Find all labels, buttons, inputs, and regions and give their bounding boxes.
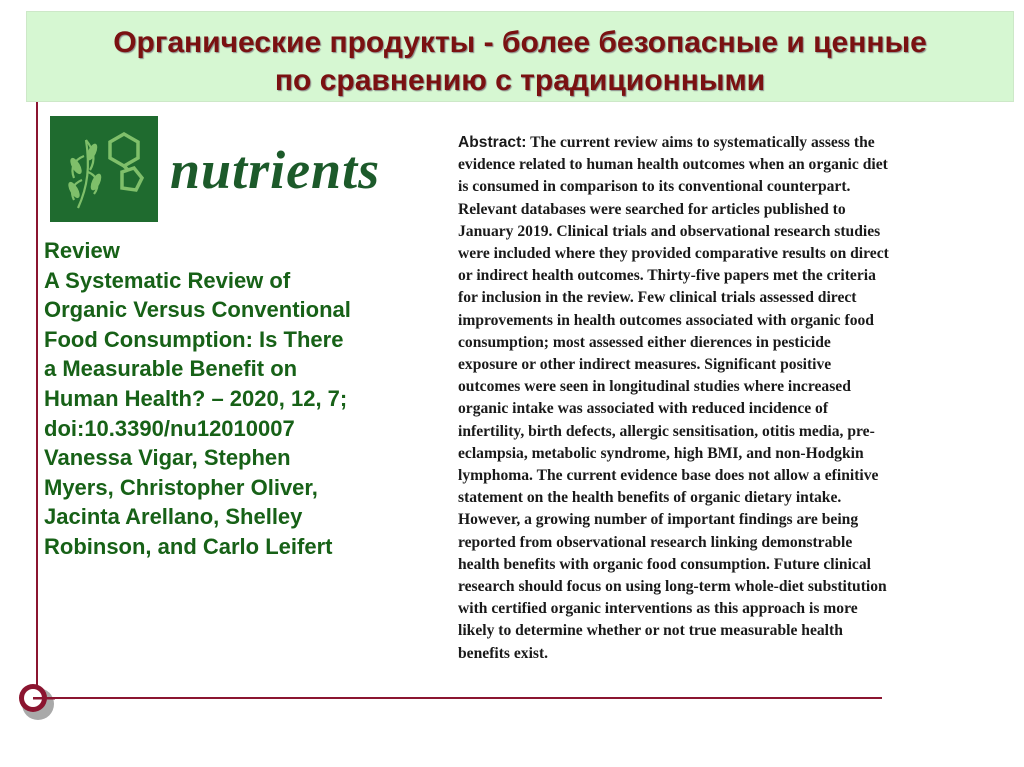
article-citation — [44, 236, 434, 562]
journal-logo — [50, 116, 158, 222]
abstract-line: reported from observational research linking demonstrable — [458, 533, 853, 551]
abstract-line: outcomes were seen in longitudinal studies where increased — [458, 378, 851, 396]
abstract-line: for inclusion in the review. Few clinical trials assessed direct — [458, 289, 857, 307]
abstract-line: organic intake was associated with reduced incidence of — [458, 400, 829, 418]
abstract-line: improvements in health outcomes associated with organic food — [458, 311, 874, 329]
abstract-label: Abstract: — [458, 134, 527, 151]
corner-circle-decoration-icon — [16, 682, 56, 722]
horizontal-accent-line — [36, 697, 882, 699]
abstract-line: likely to determine whether or not true measurable health — [458, 622, 843, 640]
abstract-line: lymphoma. The current evidence base does not allow a efinitive — [458, 467, 879, 485]
abstract-line: consumption; most assessed either dierences in pesticide — [458, 333, 831, 351]
article-line: Vanessa Vigar, Stephen — [44, 445, 291, 471]
abstract-line: infertility, birth defects, allergic sensitisation, otitis media, pre- — [458, 422, 875, 440]
title-banner — [26, 11, 1014, 102]
slide-title — [27, 12, 1013, 100]
article-line: doi:10.3390/nu12010007 — [44, 415, 295, 441]
abstract-first-line: The current review aims to systematically assess the — [526, 134, 875, 151]
abstract-line: benefits exist. — [458, 644, 549, 662]
abstract-line — [458, 132, 978, 154]
abstract-line: eclampsia, metabolic syndrome, high BMI, and non-Hodgkin — [458, 444, 864, 462]
abstract-line: January 2019. Clinical trials and observational research studies — [458, 222, 881, 240]
abstract-block — [458, 132, 978, 665]
abstract-line: research should focus on using long-term whole-diet substitution — [458, 578, 887, 596]
article-line: a Measurable Benefit on — [44, 356, 298, 382]
journal-name: nutrients — [170, 140, 381, 200]
wheat-hexagon-logo-icon — [50, 116, 158, 222]
abstract-line: were included where they provided comparative results on direct — [458, 245, 889, 263]
slide-title-line-1: Органические продукты - более безопасные и ценные — [113, 26, 927, 59]
article-line: A Systematic Review of — [44, 267, 291, 293]
abstract-line: Relevant databases were searched for articles published to — [458, 200, 846, 218]
abstract-line: health benefits with organic food consumption. Future clinical — [458, 555, 871, 573]
article-line: Myers, Christopher Oliver, — [44, 474, 318, 500]
article-line: Organic Versus Conventional — [44, 297, 351, 323]
abstract-line: or indirect health outcomes. Thirty-five papers met the criteria — [458, 267, 876, 285]
abstract-line: is consumed in comparison to its conventional counterpart. — [458, 178, 851, 196]
slide-title-line-2: по сравнению с традиционными — [274, 64, 766, 97]
abstract-line: with certified organic interventions as this approach is more — [458, 600, 858, 618]
abstract-line: statement on the health benefits of organic dietary intake. — [458, 489, 842, 507]
abstract-line: However, a growing number of important findings are being — [458, 511, 859, 529]
article-line: Human Health? – 2020, 12, 7; — [44, 385, 348, 411]
article-line: Robinson, and Carlo Leifert — [44, 533, 333, 559]
abstract-body — [458, 154, 978, 665]
article-line: Review — [44, 238, 120, 263]
vertical-accent-line — [36, 102, 38, 685]
article-line: Food Consumption: Is There — [44, 326, 344, 352]
article-line: Jacinta Arellano, Shelley — [44, 504, 303, 530]
abstract-line: exposure or other indirect measures. Significant positive — [458, 356, 832, 374]
abstract-line: evidence related to human health outcomes when an organic diet — [458, 156, 888, 174]
